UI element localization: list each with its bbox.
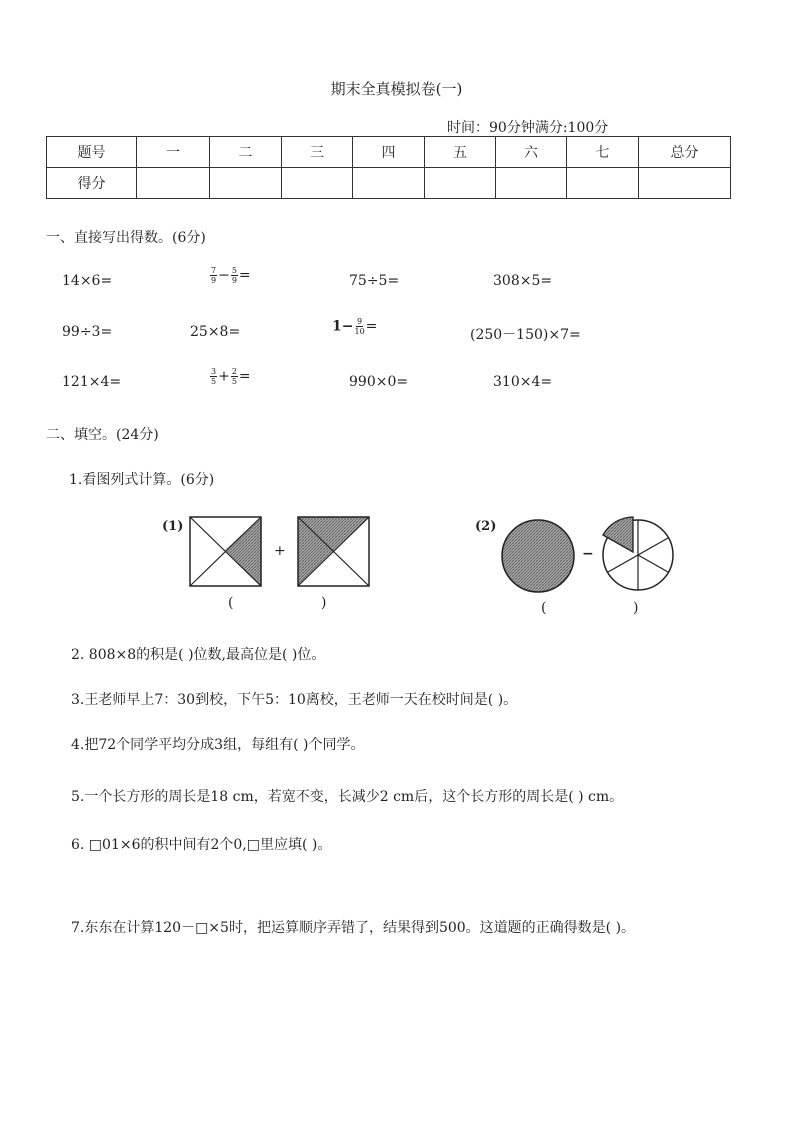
numerator: 2	[231, 367, 237, 376]
square-1	[190, 517, 261, 586]
answer-paren-right: )	[633, 600, 639, 616]
operator: −	[218, 267, 230, 284]
equals-sign: =	[238, 368, 251, 385]
denominator: 9	[231, 276, 237, 285]
header-cell: 五	[425, 137, 496, 168]
denominator: 5	[211, 377, 217, 386]
header-cell: 二	[210, 137, 282, 168]
calc-item: (250－150)×7=	[470, 327, 581, 343]
question-1: 1.看图列式计算。(6分)	[69, 472, 215, 488]
numerator: 3	[211, 367, 217, 376]
exam-title: 期末全真模拟卷(一)	[330, 80, 463, 98]
removed-sector	[603, 517, 633, 552]
denominator: 10	[354, 327, 365, 336]
time-and-score-info: 时间：90分钟满分:100分	[447, 120, 609, 136]
operator: +	[218, 368, 230, 385]
minus-sign: −	[582, 546, 594, 562]
equals-sign: =	[365, 318, 378, 335]
header-cell: 题号	[47, 137, 137, 168]
calc-item: 14×6=	[62, 273, 113, 289]
section1-heading: 一、直接写出得数。(6分)	[46, 230, 206, 246]
header-cell: 四	[353, 137, 425, 168]
header-cell: 总分	[639, 137, 731, 168]
shaded-triangle	[225, 517, 261, 586]
question-3: 3.王老师早上7：30到校，下午5：10离校，王老师一天在校时间是( )。	[71, 692, 518, 708]
section2-heading: 二、填空。(24分)	[46, 427, 159, 443]
question-5: 5.一个长方形的周长是18 cm，若宽不变，长减少2 cm后，这个长方形的周长是( ) cm。	[71, 789, 624, 805]
denominator: 5	[231, 377, 237, 386]
question-4: 4.把72个同学平均分成3组，每组有( )个同学。	[71, 737, 365, 753]
answer-paren-left: (	[541, 600, 547, 616]
question-2: 2. 808×8的积是( )位数,最高位是( )位。	[71, 647, 326, 663]
numerator: 7	[211, 266, 217, 275]
numerator: 5	[231, 266, 237, 275]
divided-circle	[603, 517, 673, 590]
calc-item: 308×5=	[493, 273, 553, 289]
calc-item: 990×0=	[349, 374, 409, 390]
calc-item: 25×8=	[190, 324, 241, 340]
header-cell: 三	[282, 137, 353, 168]
minuend: 1−	[332, 318, 354, 335]
calc-item: 75÷5=	[349, 273, 400, 289]
question-7: 7.东东在计算120－□×5时，把运算顺序弄错了，结果得到500。这道题的正确得数是( )。	[71, 920, 636, 936]
header-cell: 六	[496, 137, 567, 168]
row-label: 得分	[47, 168, 137, 199]
calc-item: 99÷3=	[62, 324, 113, 340]
calc-item: 310×4=	[493, 374, 553, 390]
denominator: 9	[211, 276, 217, 285]
full-circle	[502, 520, 574, 592]
answer-paren-left: (	[228, 595, 234, 611]
question-6: 6. □01×6的积中间有2个0,□里应填( )。	[71, 837, 332, 853]
header-cell: 一	[137, 137, 210, 168]
plus-sign: +	[274, 543, 286, 559]
figure-2-label: (2)	[475, 519, 497, 534]
figure-1-label: (1)	[162, 519, 184, 534]
numerator: 9	[357, 317, 363, 326]
square-2	[298, 517, 369, 586]
header-cell: 七	[567, 137, 639, 168]
calc-item: 121×4=	[62, 374, 122, 390]
answer-paren-right: )	[321, 595, 327, 611]
equals-sign: =	[238, 267, 251, 284]
